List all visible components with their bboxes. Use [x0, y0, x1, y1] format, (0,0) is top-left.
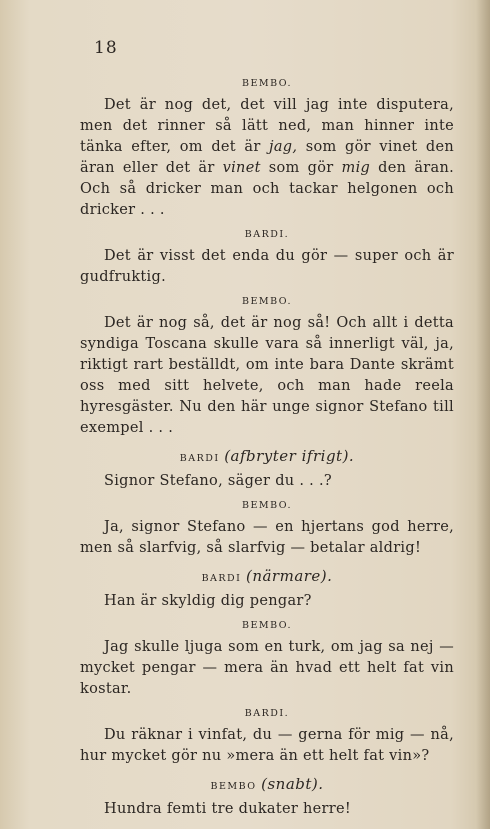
speech-emphasis: mig — [341, 160, 371, 176]
speech — [80, 95, 454, 221]
speech-text: Det är nog det, det vill jag inte disputera, men det rinner så lätt ned, man hinner inte tänka efter, om det är — [80, 97, 454, 155]
speech-text: den äran. Och så dricker man och tackar helgonen och dricker . . . — [80, 160, 455, 218]
speech: Hundra femti tre dukater herre! — [104, 801, 351, 817]
dialogue — [80, 70, 454, 824]
speaker-heading — [80, 620, 454, 631]
speech-emphasis: vinet — [222, 160, 261, 176]
speaker-name: BEMBO. — [241, 620, 293, 631]
speaker-heading — [80, 775, 454, 793]
speech: Signor Stefano, säger du . . .? — [104, 473, 332, 489]
speaker-name: BEMBO. — [241, 296, 293, 307]
page-gutter-shadow — [476, 0, 490, 829]
speaker-name: BARDI — [179, 453, 220, 464]
speaker-name: BARDI. — [244, 229, 290, 240]
page-number: 18 — [94, 38, 118, 58]
stage-direction: (afbryter ifrigt). — [224, 447, 355, 465]
speaker-heading — [80, 500, 454, 511]
speaker-heading — [80, 447, 454, 465]
speaker-heading — [80, 229, 454, 240]
stage-direction: (snabt). — [261, 775, 324, 793]
speaker-heading — [80, 296, 454, 307]
speaker-heading — [80, 78, 454, 89]
speech: Jag skulle ljuga som en turk, om jag sa nej — mycket pengar — mera än hvad ett helt fat vin kostar. — [80, 639, 454, 697]
speech-text: som gör vinet den äran eller det är — [80, 139, 454, 176]
speech: Han är skyldig dig pengar? — [104, 593, 312, 609]
speech: Ja, signor Stefano — en hjertans god herre, men så slarfvig, så slarfvig — betalar aldrig! — [80, 519, 454, 556]
speech-text: som gör — [260, 160, 342, 176]
speaker-name: BEMBO. — [241, 500, 293, 511]
speaker-heading — [80, 708, 454, 719]
stage-direction: (närmare). — [245, 567, 333, 585]
speech: Det är visst det enda du gör — super och är gudfruktig. — [80, 248, 454, 285]
speech-emphasis: jag, — [269, 139, 298, 155]
speaker-name: BEMBO. — [241, 78, 293, 89]
speech: Du räknar i vinfat, du — gerna för mig — nå, hur mycket gör nu »mera än ett helt fat vin»? — [80, 727, 454, 764]
speaker-name: BARDI — [201, 573, 242, 584]
speech: Det är nog så, det är nog så! Och allt i detta syndiga Toscana skulle vara så innerligt väl, ja, riktigt rart beställdt, om inte bara Dante skrämt oss med sitt helvete, och man hade reela hyresgäster. Nu den här unge signor Stefano till exempel . . . — [80, 315, 454, 436]
speaker-heading — [80, 567, 454, 585]
speaker-name: BARDI. — [244, 708, 290, 719]
speaker-name: BEMBO — [210, 781, 257, 792]
